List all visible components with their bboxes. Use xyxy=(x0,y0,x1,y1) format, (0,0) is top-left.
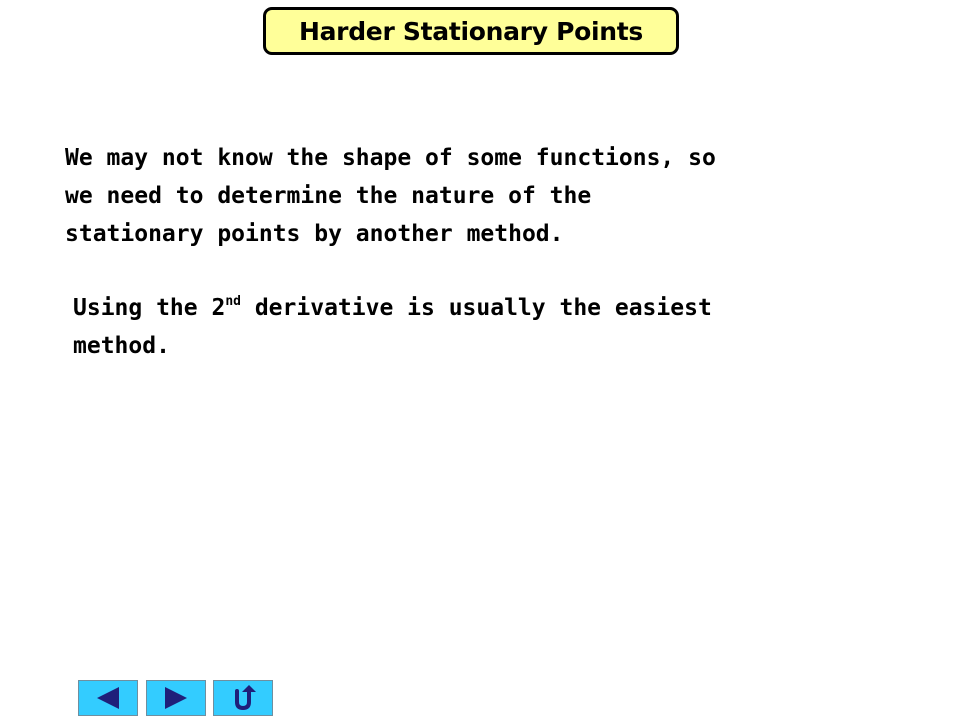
return-button[interactable] xyxy=(213,680,273,716)
previous-slide-button[interactable] xyxy=(78,680,138,716)
method-paragraph xyxy=(73,289,712,365)
slide-title: Harder Stationary Points xyxy=(298,16,644,46)
intro-line-3: stationary points by another method. xyxy=(65,221,564,247)
intro-paragraph xyxy=(65,139,716,253)
method-line-1-end: derivative is usually the easiest xyxy=(240,295,712,321)
triangle-right-icon xyxy=(161,686,191,710)
title-banner xyxy=(263,7,679,55)
method-line-1-start: Using the 2 xyxy=(73,295,226,321)
return-arrow-icon xyxy=(228,684,258,712)
method-line-2: method. xyxy=(73,333,170,359)
triangle-left-icon xyxy=(93,686,123,710)
method-line-1 xyxy=(73,289,712,327)
intro-line-2: we need to determine the nature of the xyxy=(65,183,592,209)
intro-line-1: We may not know the shape of some functions, so xyxy=(65,145,716,171)
next-slide-button[interactable] xyxy=(146,680,206,716)
ordinal-suffix: nd xyxy=(225,294,241,309)
